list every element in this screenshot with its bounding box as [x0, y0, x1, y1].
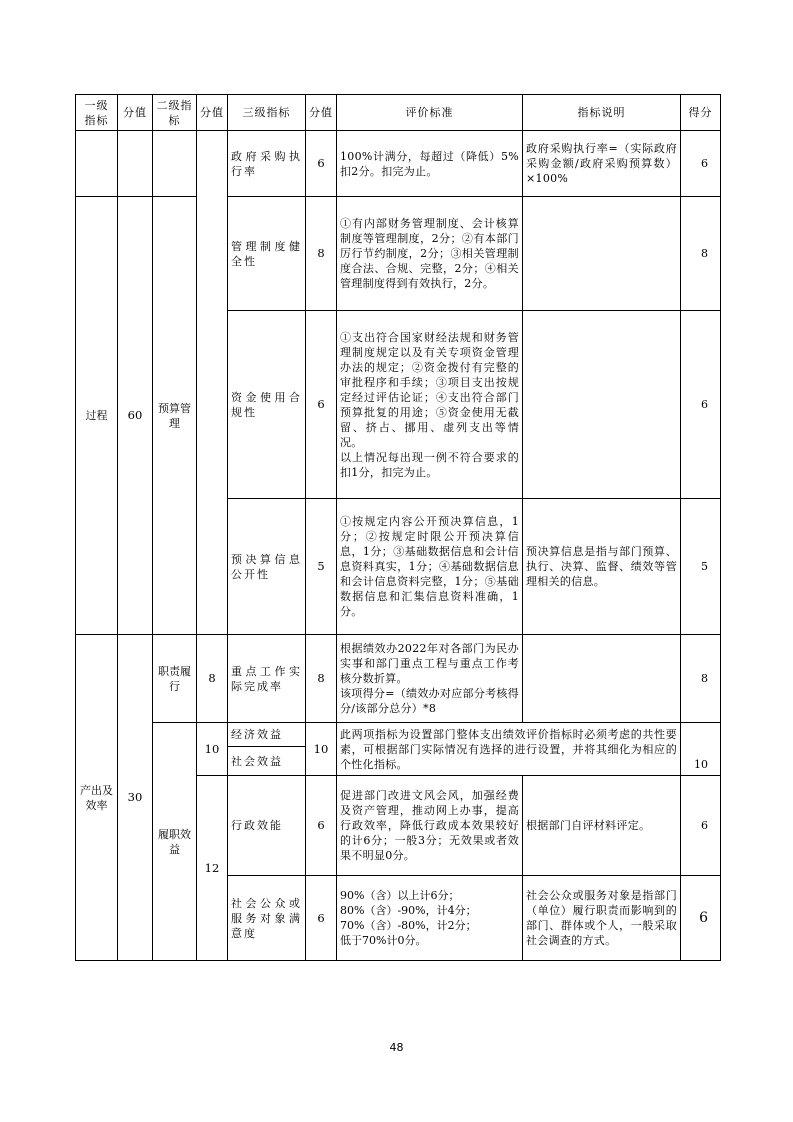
indicator-name: 重点工作实际完成率 — [228, 635, 306, 723]
indicator-score: 10 — [306, 723, 337, 776]
empty-cell — [153, 131, 197, 197]
header-explanation: 指标说明 — [523, 95, 681, 131]
result-score: 5 — [681, 499, 721, 635]
criteria-text: ①有内部财务管理制度、会计核算制度等管理制度，2分；②有本部门厉行节约制度，2分；③相关管理制度合法、合规、完整，2分；④相关管理制度得到有效执行，2分。 — [337, 197, 523, 311]
criteria-text: 促进部门改进文风会风，加强经费及资产管理，推动网上办事，提高行政效率，降低行政成本效果较好的计6分；一般3分；无效果或者效果不明显0分。 — [337, 776, 523, 876]
criteria-text — [337, 311, 523, 499]
result-score: 6 — [681, 876, 721, 961]
indicator-name: 社会公众或服务对象满意度 — [228, 876, 306, 961]
indicator-name: 政府采购执行率 — [228, 131, 306, 197]
level2-duty: 职责履行 — [153, 635, 197, 723]
header-level1: 一级指标 — [76, 95, 118, 131]
empty-score-cell — [197, 131, 228, 635]
result-score: 6 — [681, 311, 721, 499]
empty-cell — [76, 131, 118, 197]
indicator-score: 8 — [306, 635, 337, 723]
indicator-name: 预决算信息公开性 — [228, 499, 306, 635]
criteria-text: 此两项指标为设置部门整体支出绩效评价指标时必须考虑的共性要素，可根据部门实际情况有选择的进行设置，并将其细化为相应的个性化指标。 — [337, 723, 681, 776]
criteria-line: 低于70%计0分。 — [340, 934, 427, 947]
level2-perform-score: 12 — [197, 776, 228, 961]
header-result: 得分 — [681, 95, 721, 131]
header-score3: 分值 — [306, 95, 337, 131]
criteria-text: ①按规定内容公开预决算信息，1分；②按规定时限公开预决算信息，1分；③基础数据信息和会计信息资料真实，1分；④基础数据信息和会计信息资料完整，1分；⑤基础数据信息和汇集信息资料准确，1分。 — [337, 499, 523, 635]
level1-output: 产出及效率 — [76, 635, 118, 961]
table-row — [76, 197, 721, 311]
explanation-text: 根据部门自评材料评定。 — [523, 776, 681, 876]
criteria-text — [337, 635, 523, 723]
indicator-score: 6 — [306, 131, 337, 197]
indicator-score: 6 — [306, 311, 337, 499]
indicator-name: 社会效益 — [228, 747, 306, 776]
evaluation-table — [75, 94, 721, 961]
level2-perform-effect-score: 10 — [197, 723, 228, 776]
indicator-name: 资金使用合规性 — [228, 311, 306, 499]
level1-output-score: 30 — [118, 635, 153, 961]
level1-process: 过程 — [76, 197, 118, 635]
criteria-main: 根据绩效办2022年对各部门为民办实事和部门重点工程与重点工作考核分数折算。 — [340, 642, 519, 685]
header-score2: 分值 — [197, 95, 228, 131]
header-level2: 二级指标 — [153, 95, 197, 131]
result-score: 6 — [681, 131, 721, 197]
header-level3: 三级指标 — [228, 95, 306, 131]
level2-perform: 履职效益 — [153, 723, 197, 961]
indicator-score: 6 — [306, 876, 337, 961]
explanation-text: 政府采购执行率=（实际政府采购金额/政府采购预算数）×100% — [523, 131, 681, 197]
header-criteria: 评价标准 — [337, 95, 523, 131]
table-row — [76, 635, 721, 723]
level2-duty-score: 8 — [197, 635, 228, 723]
result-score: 8 — [681, 197, 721, 311]
empty-cell — [118, 131, 153, 197]
criteria-line: 70%（含）-80%，计2分； — [340, 919, 477, 932]
result-score: 6 — [681, 776, 721, 876]
criteria-extra: 以上情况每出现一例不符合要求的扣1分，扣完为止。 — [340, 450, 519, 479]
indicator-score: 5 — [306, 499, 337, 635]
explanation-text — [523, 635, 681, 723]
indicator-score: 6 — [306, 776, 337, 876]
indicator-name: 经济效益 — [228, 723, 306, 747]
criteria-extra: 该项得分=（绩效办对应部分考核得分/该部分总分）*8 — [340, 687, 520, 715]
explanation-text — [523, 311, 681, 499]
header-score1: 分值 — [118, 95, 153, 131]
table-row — [76, 723, 721, 747]
indicator-name: 行政效能 — [228, 776, 306, 876]
explanation-text — [523, 197, 681, 311]
explanation-text: 社会公众或服务对象是指部门（单位）履行职责而影响到的部门、群体或个人，一般采取社会调查的方式。 — [523, 876, 681, 961]
table-row — [76, 131, 721, 197]
criteria-line: 90%（含）以上计6分； — [340, 889, 460, 902]
indicator-name: 管理制度健全性 — [228, 197, 306, 311]
criteria-line: 80%（含）-90%，计4分； — [340, 904, 477, 917]
criteria-text: 100%计满分，每超过（降低）5%扣2分。扣完为止。 — [337, 131, 523, 197]
header-row — [76, 95, 721, 131]
criteria-text — [337, 876, 523, 961]
page-number: 48 — [389, 1041, 404, 1054]
result-score: 10 — [681, 723, 721, 776]
level1-process-score: 60 — [118, 197, 153, 635]
indicator-score: 8 — [306, 197, 337, 311]
level2-budget: 预算管理 — [153, 197, 197, 635]
result-score: 8 — [681, 635, 721, 723]
criteria-main: ①支出符合国家财经法规和财务管理制度规定以及有关专项资金管理办法的规定；②资金拨付有完整的审批程序和手续；③项目支出按规定经过评估论证；④支出符合部门预算批复的用途；⑤资金使用无截留、挤占、挪用、虚列支出等情况。 — [340, 330, 519, 449]
explanation-text: 预决算信息是指与部门预算、执行、决算、监督、绩效等管理相关的信息。 — [523, 499, 681, 635]
